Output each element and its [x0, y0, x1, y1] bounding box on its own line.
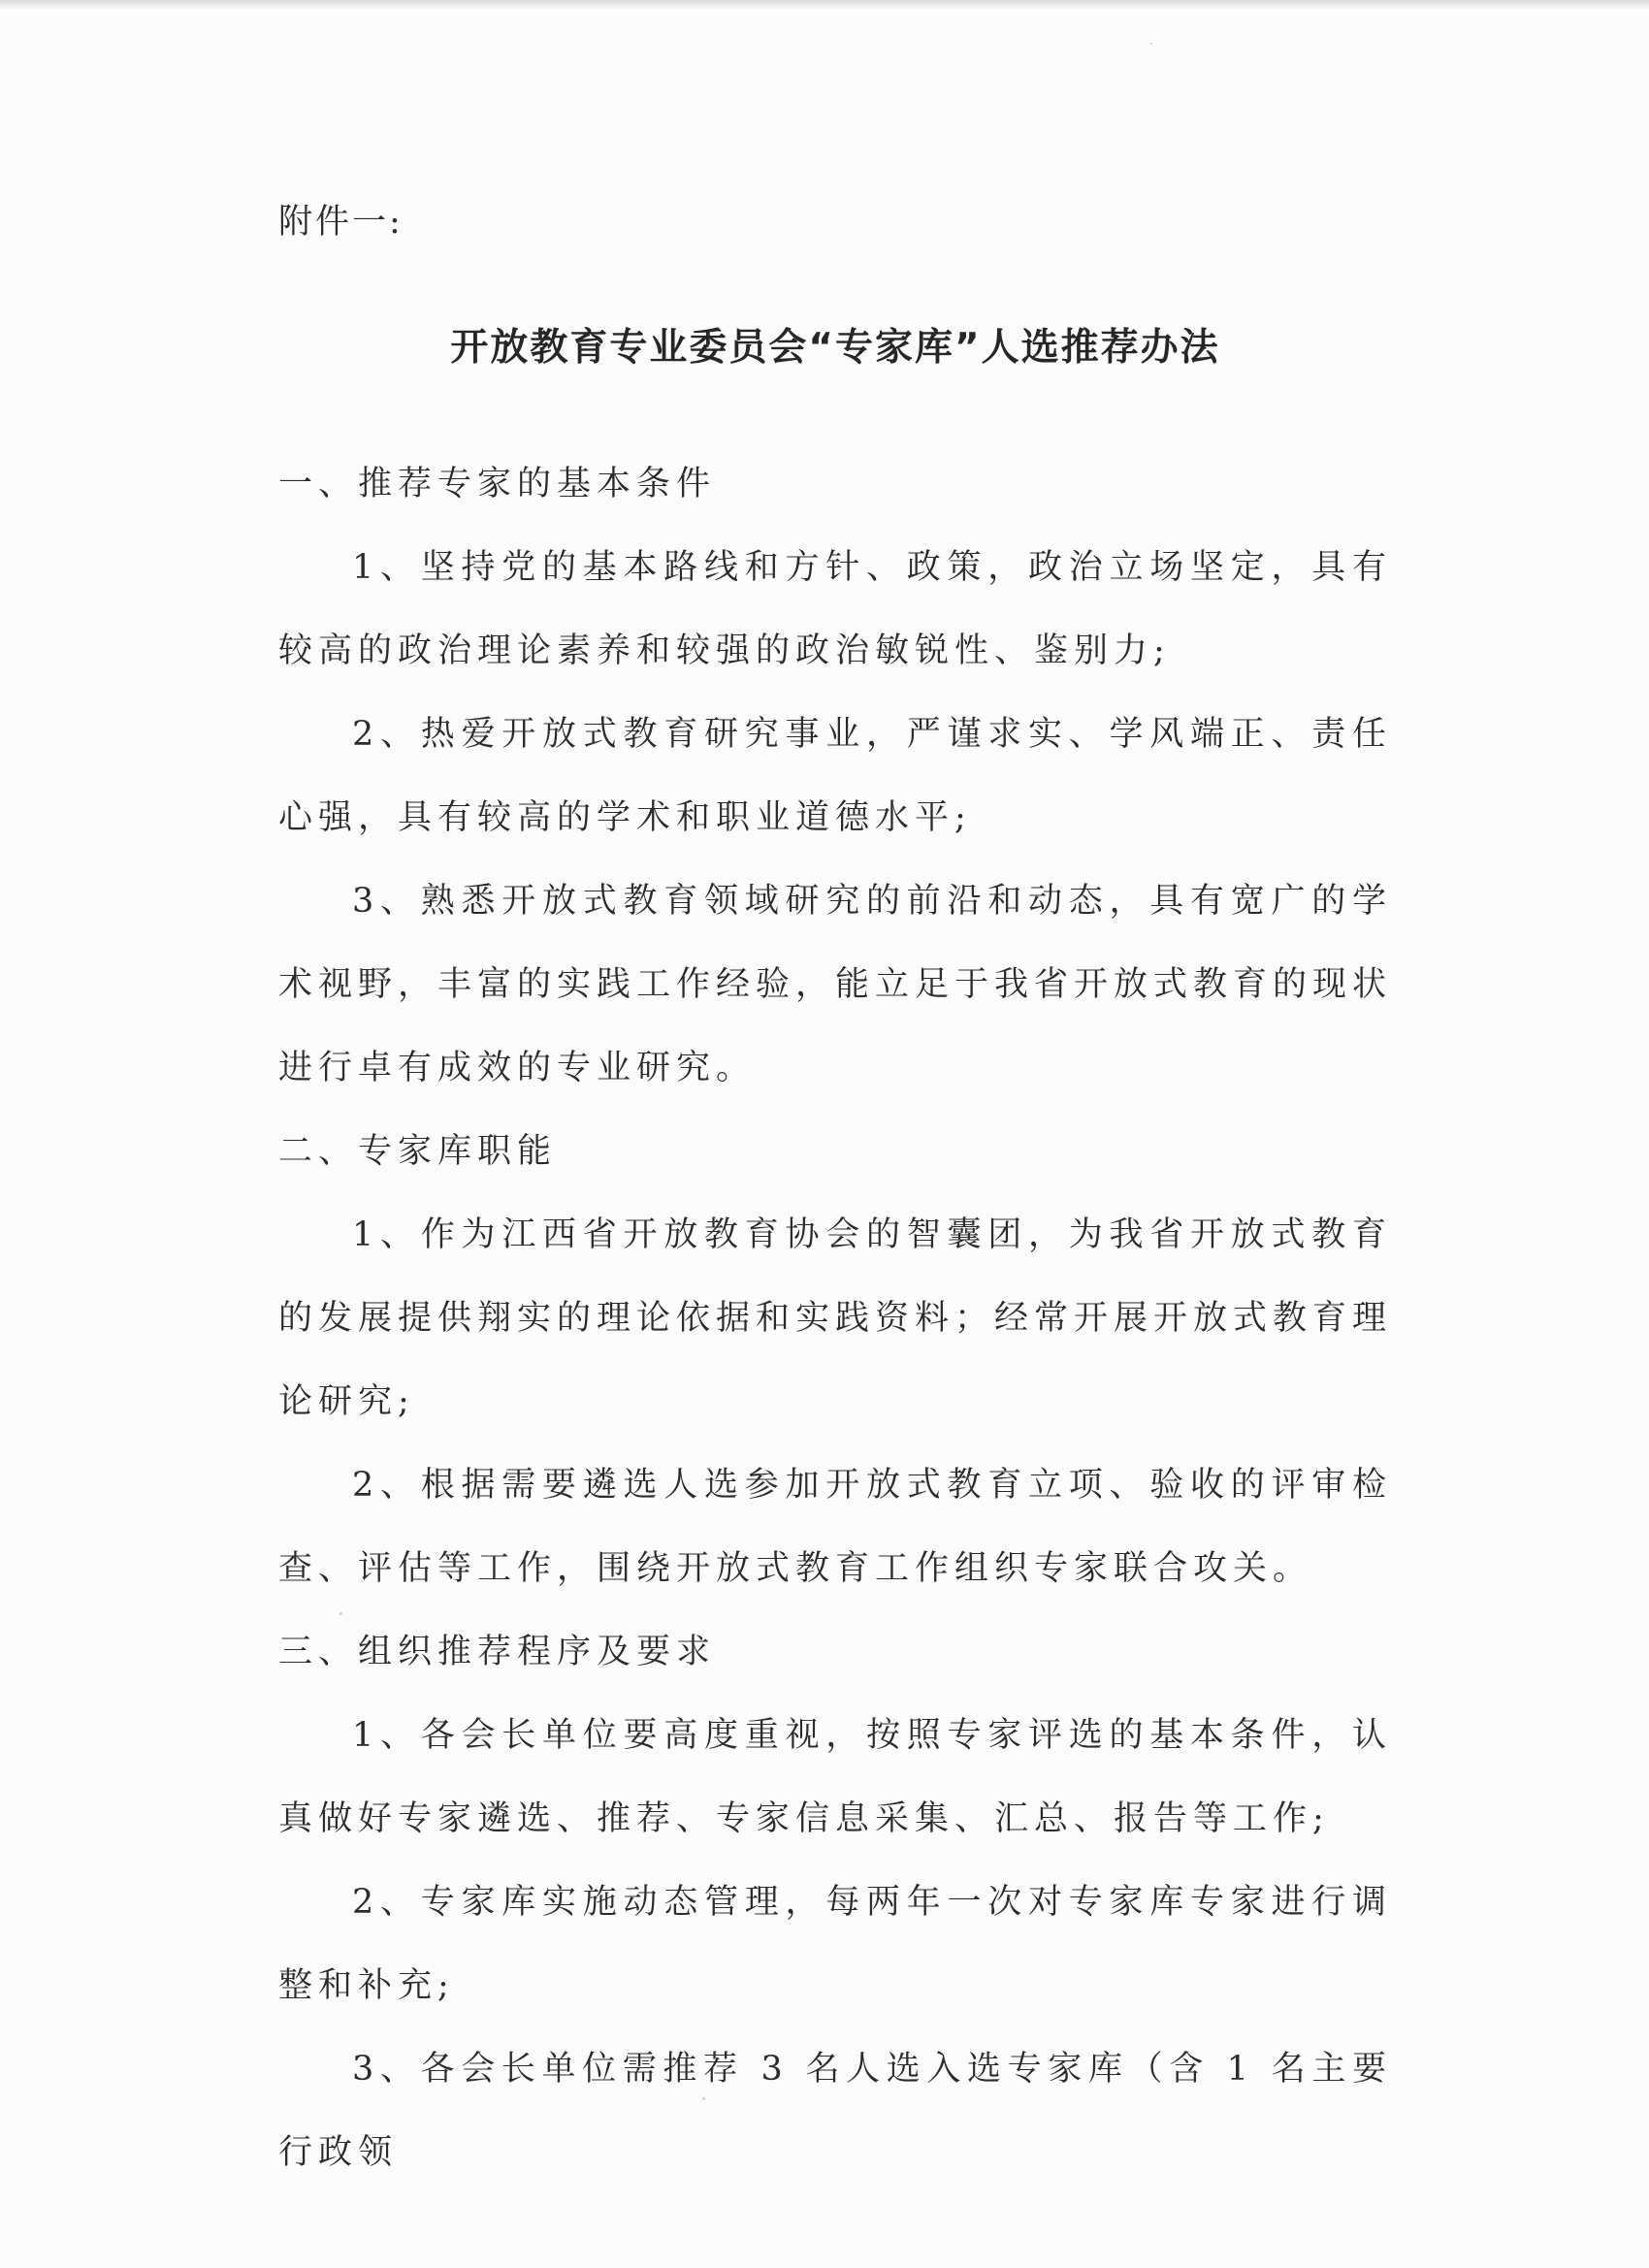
paragraph: 2、热爱开放式教育研究事业，严谨求实、学风端正、责任心强，具有较高的学术和职业道德水平; — [278, 715, 1392, 837]
scan-speck — [1150, 43, 1152, 45]
section-heading: 三、组织推荐程序及要求 — [278, 1633, 717, 1671]
scan-speck — [702, 2097, 705, 2100]
section-procedures-requirements — [278, 1610, 1392, 2194]
section-expert-library-functions — [278, 1110, 1392, 1610]
paragraph: 1、各会长单位要高度重视，按照专家评选的基本条件，认真做好专家遴选、推荐、专家信息采集、汇总、报告等工作; — [278, 1716, 1392, 1838]
document-title: 开放教育专业委员会“专家库”人选推荐办法 — [450, 326, 1220, 370]
paragraph: 2、根据需要遴选人选参加开放式教育立项、验收的评审检查、评估等工作，围绕开放式教育工作组织专家联合攻关。 — [278, 1466, 1392, 1588]
scan-speck — [340, 1612, 342, 1615]
paragraph: 1、作为江西省开放教育协会的智囊团，为我省开放式教育的发展提供翔实的理论依据和实践资料；经常开展开放式教育理论研究; — [278, 1215, 1393, 1421]
section-heading: 二、专家库职能 — [278, 1132, 558, 1171]
document-body — [278, 203, 1393, 2194]
paragraph: 3、各会长单位需推荐 3 名人选入选专家库（含 1 名主要行政领 — [278, 2050, 1392, 2172]
section-heading: 一、推荐专家的基本条件 — [278, 465, 717, 503]
section-basic-conditions — [278, 442, 1392, 1110]
paragraph: 1、坚持党的基本路线和方针、政策，政治立场坚定，具有较高的政治理论素养和较强的政治敏锐性、鉴别力; — [278, 548, 1392, 670]
scan-top-edge — [0, 0, 1649, 10]
paragraph: 3、熟悉开放式教育领域研究的前沿和动态，具有宽广的学术视野，丰富的实践工作经验，能立足于我省开放式教育的现状进行卓有成效的专业研究。 — [278, 882, 1393, 1087]
attachment-label: 附件一: — [278, 203, 404, 242]
paragraph: 2、专家库实施动态管理，每两年一次对专家库专家进行调整和补充; — [278, 1883, 1392, 2005]
